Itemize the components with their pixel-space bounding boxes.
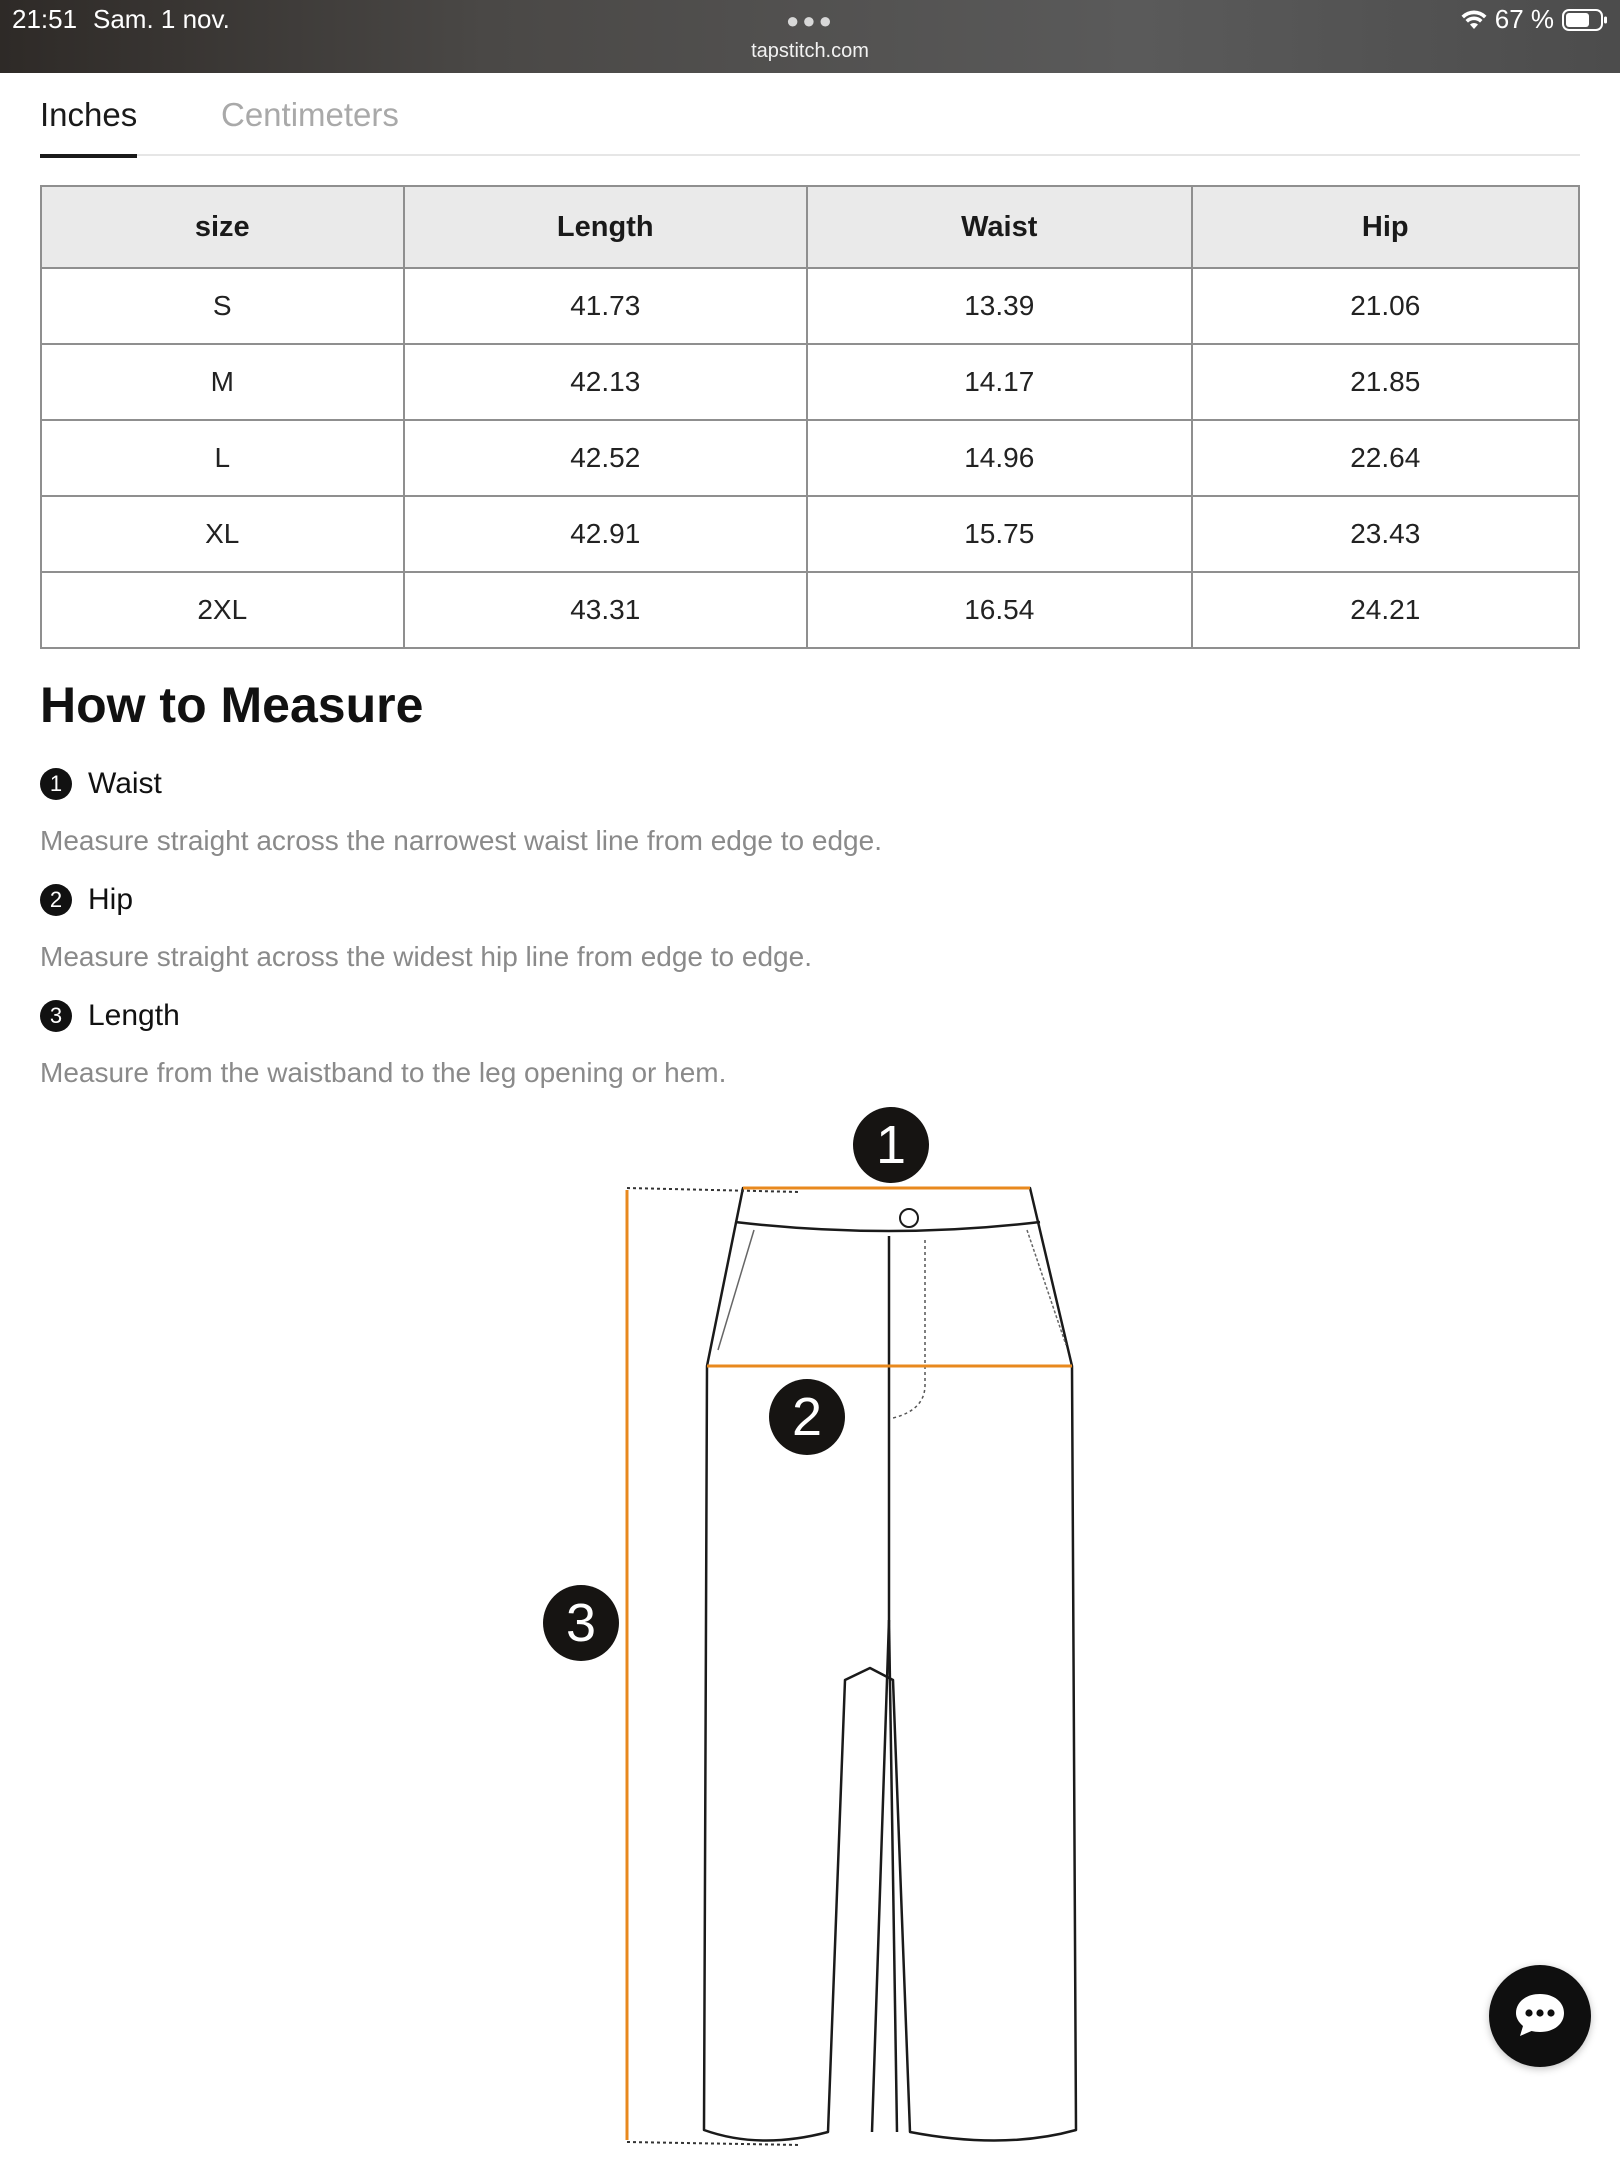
step-label: Hip xyxy=(88,883,134,916)
step-description: Measure from the waistband to the leg opening or hem. xyxy=(40,1057,727,1088)
cell-hip: 21.06 xyxy=(1192,268,1580,344)
how-to-measure-title: How to Measure xyxy=(40,677,424,733)
step-description: Measure straight across the widest hip line from edge to edge. xyxy=(40,941,812,972)
battery-percent: 67 % xyxy=(1494,4,1554,34)
header-length: Length xyxy=(404,186,808,268)
button-icon xyxy=(900,1209,918,1227)
cell-hip: 23.43 xyxy=(1192,496,1580,572)
step-hip xyxy=(40,883,133,917)
step-label: Length xyxy=(88,999,180,1032)
address-url[interactable]: tapstitch.com xyxy=(751,40,869,62)
waistband-line xyxy=(735,1222,1040,1231)
cell-waist: 15.75 xyxy=(807,496,1192,572)
size-chart-table xyxy=(40,185,1580,649)
table-row xyxy=(41,344,1579,420)
tab-centimeters[interactable]: Centimeters xyxy=(221,96,399,133)
cell-hip: 24.21 xyxy=(1192,572,1580,648)
chat-button[interactable] xyxy=(1489,1965,1591,2067)
cell-waist: 13.39 xyxy=(807,268,1192,344)
status-time: 21:51 xyxy=(12,4,78,34)
step-label: Waist xyxy=(88,767,162,800)
table-row xyxy=(41,496,1579,572)
cell-size: L xyxy=(41,420,404,496)
cell-length: 41.73 xyxy=(404,268,808,344)
tab-inches[interactable]: Inches xyxy=(40,96,137,156)
cell-hip: 21.85 xyxy=(1192,344,1580,420)
cell-hip: 22.64 xyxy=(1192,420,1580,496)
step-number-badge: 3 xyxy=(40,1000,72,1032)
cell-length: 43.31 xyxy=(404,572,808,648)
step-number-badge: 1 xyxy=(40,768,72,800)
header-hip: Hip xyxy=(1192,186,1580,268)
status-right xyxy=(1461,4,1608,35)
header-waist: Waist xyxy=(807,186,1192,268)
cell-size: XL xyxy=(41,496,404,572)
cell-length: 42.91 xyxy=(404,496,808,572)
marker-3-label: 3 xyxy=(565,1593,597,1653)
cell-waist: 14.96 xyxy=(807,420,1192,496)
fly-stitching xyxy=(893,1240,925,1418)
center-seam xyxy=(872,1236,889,2132)
status-bar xyxy=(0,0,1620,73)
step-number-badge: 2 xyxy=(40,884,72,916)
header-size: size xyxy=(41,186,404,268)
cell-waist: 14.17 xyxy=(807,344,1192,420)
cell-length: 42.13 xyxy=(404,344,808,420)
cell-length: 42.52 xyxy=(404,420,808,496)
battery-icon xyxy=(1562,8,1608,32)
pants-measurement-diagram xyxy=(0,1090,1620,2160)
cell-size: S xyxy=(41,268,404,344)
chat-bubble-icon xyxy=(1512,1990,1568,2043)
step-length xyxy=(40,999,180,1033)
length-bottom-guide xyxy=(627,2142,800,2145)
cell-size: 2XL xyxy=(41,572,404,648)
table-header-row xyxy=(41,186,1579,268)
right-pocket xyxy=(1027,1230,1066,1345)
table-row xyxy=(41,420,1579,496)
step-waist xyxy=(40,767,162,801)
table-row xyxy=(41,572,1579,648)
cell-size: M xyxy=(41,344,404,420)
marker-2 xyxy=(769,1379,845,1455)
cell-waist: 16.54 xyxy=(807,572,1192,648)
wifi-icon xyxy=(1461,9,1487,31)
more-dots-icon[interactable]: ●●● xyxy=(786,8,835,33)
marker-2-label: 2 xyxy=(791,1387,823,1447)
step-description: Measure straight across the narrowest waist line from edge to edge. xyxy=(40,825,882,856)
marker-3 xyxy=(543,1585,619,1661)
marker-1-label: 1 xyxy=(875,1115,907,1175)
table-row xyxy=(41,268,1579,344)
status-date: Sam. 1 nov. xyxy=(93,4,230,34)
marker-1 xyxy=(853,1107,929,1183)
unit-tabs xyxy=(40,96,1580,156)
